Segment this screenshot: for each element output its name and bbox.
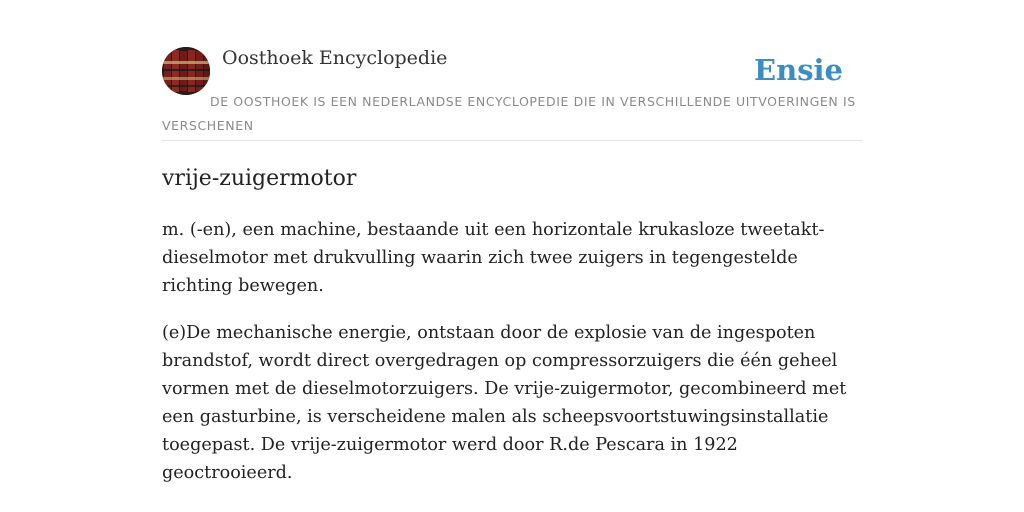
encyclopedia-books-icon[interactable] [162,47,210,95]
article-paragraph: m. (-en), een machine, bestaande uit een horizontale krukasloze tweetakt-dieselmotor met drukvulling waarin zich twee zuigers in tegengestelde richting bewegen. [162,220,825,296]
site-header [162,46,862,141]
article-title: vrije-zuigermotor [162,166,357,191]
article-paragraph: (e)De mechanische energie, ontstaan door de explosie van de ingespoten brandstof, wordt direct overgedragen op compressorzuigers die één geheel vormen met de dieselmotorzuigers. De vrije-zuigermotor, gecombineerd met een gasturbine, is verscheidene malen als scheepsvoortstuwingsinstallatie toegepast. De vrije-zuigermotor werd door R.de Pescara in 1922 geoctrooieerd. [162,323,847,483]
article-body [162,216,862,506]
site-tagline: DE OOSTHOEK IS EEN NEDERLANDSE ENCYCLOPEDIE DIE IN VERSCHILLENDE UITVOERINGEN IS VERSCHENEN [162,94,856,133]
brand-logo-link[interactable]: Ensie [754,53,843,87]
site-name[interactable]: Oosthoek Encyclopedie [222,47,448,69]
